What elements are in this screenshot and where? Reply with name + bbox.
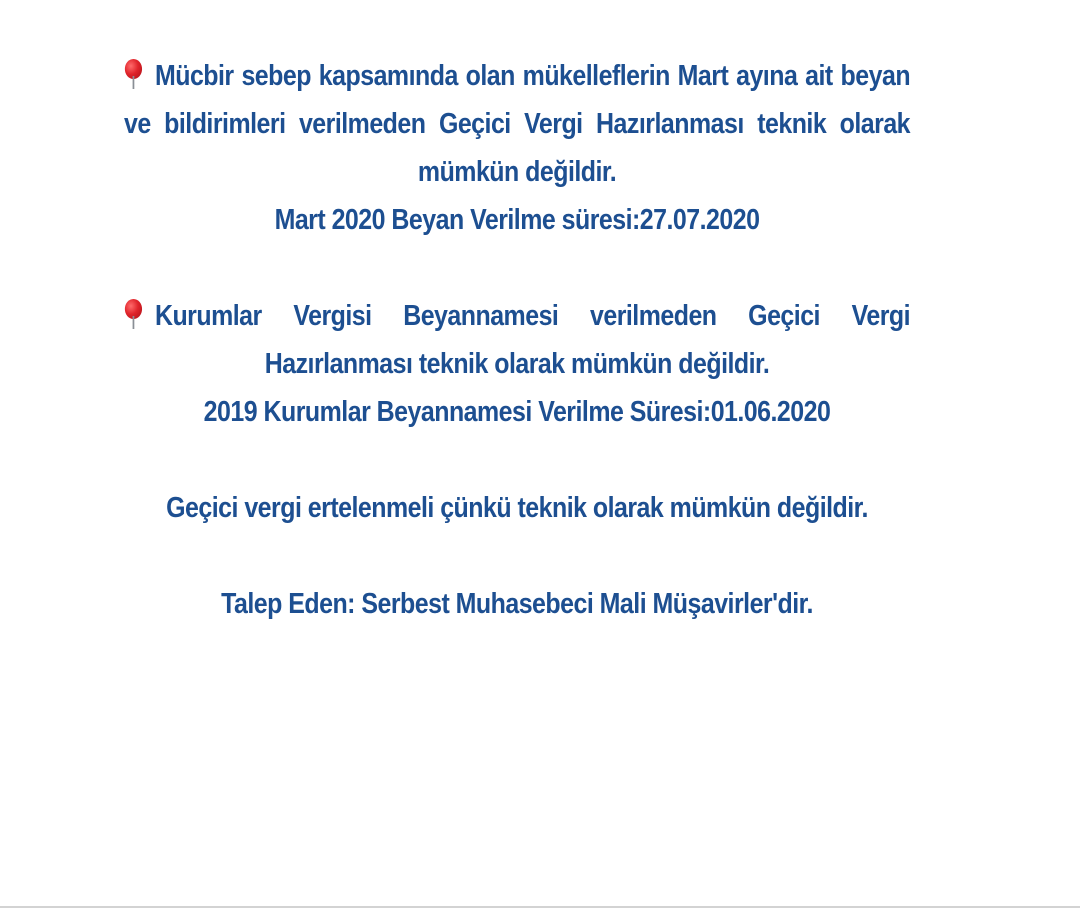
- section-1-text: Mücbir sebep kapsamında olan mükelleflerin Mart ayına ait beyan ve bildirimleri verilmeden Geçici Vergi Hazırlanması teknik olarak mümkün değildir.: [124, 60, 911, 188]
- section-3-paragraph: Geçici vergi ertelenmeli çünkü teknik olarak mümkün değildir.: [166, 492, 868, 524]
- section-2-deadline: 2019 Kurumlar Beyannamesi Verilme Süresi:01.06.2020: [203, 396, 831, 428]
- bottom-divider: [0, 906, 1080, 908]
- section-1-paragraph: [124, 52, 910, 196]
- section-1-deadline: Mart 2020 Beyan Verilme süresi:27.07.2020: [274, 204, 760, 236]
- section-2-paragraph: [124, 292, 910, 388]
- section-kurumlar-vergisi: [124, 292, 910, 436]
- requester-line: Talep Eden: Serbest Muhasebeci Mali Müşavirler'dir.: [221, 588, 813, 620]
- announcement-body: [124, 52, 910, 676]
- round-pushpin-icon: [124, 299, 143, 329]
- section-mucbir-sebep: [124, 52, 910, 244]
- round-pushpin-icon: [124, 59, 143, 89]
- section-2-text: Kurumlar Vergisi Beyannamesi verilmeden Geçici Vergi Hazırlanması teknik olarak mümkün değildir.: [154, 300, 911, 380]
